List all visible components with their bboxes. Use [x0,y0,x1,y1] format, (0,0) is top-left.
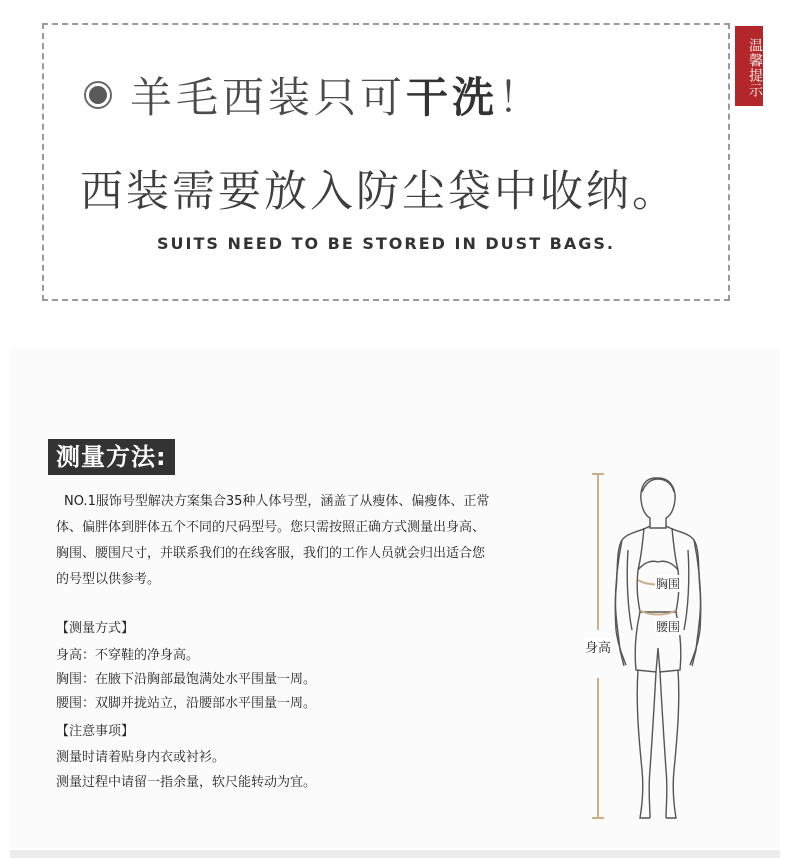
notice-line-2: 西装需要放入防尘袋中收纳。 [80,167,678,217]
notice-line-1 [84,65,544,125]
measure-intro: NO.1服饰号型解决方案集合35种人体号型，涵盖了从瘦体、偏瘦体、正常体、偏胖体到胖体五个不同的尺码型号。您只需按照正确方式测量出身高、胸围、腰围尺寸，并联系我们的在线客服，我们的工作人员就会归出适合您的号型以供参考。 [56,494,490,587]
note-item-2: 测量过程中请留一指余量，软尺能转动为宜。 [56,775,317,790]
method-item-chest: 胸围：在腋下沿胸部最饱满处水平围量一周。 [56,672,317,687]
bottom-divider [10,850,780,858]
tip-tag: 温馨提示 [735,26,763,106]
notes-heading: 【注意事项】 [56,724,135,739]
waist-label: 腰围 [656,620,681,634]
height-label: 身高 [584,637,612,656]
man-outline [615,478,701,818]
method-heading: 【测量方式】 [56,621,135,636]
radio-selected-icon [84,81,112,109]
measure-title: 测量方法: [48,439,175,475]
method-item-height: 身高：不穿鞋的净身高。 [56,648,200,663]
chest-label: 胸围 [656,577,681,591]
note-item-1: 测量时请着贴身内衣或衬衫。 [56,750,226,765]
method-item-waist: 腰围：双脚并拢站立，沿腰部水平围量一周。 [56,696,317,711]
notice-line1-prefix: 羊毛西装只可 [130,73,407,122]
notice-line1-strong: 干洗 [406,73,499,122]
notice-english: SUITS NEED TO BE STORED IN DUST BAGS. [156,234,615,253]
notice-line1-suffix: ！ [498,73,545,122]
